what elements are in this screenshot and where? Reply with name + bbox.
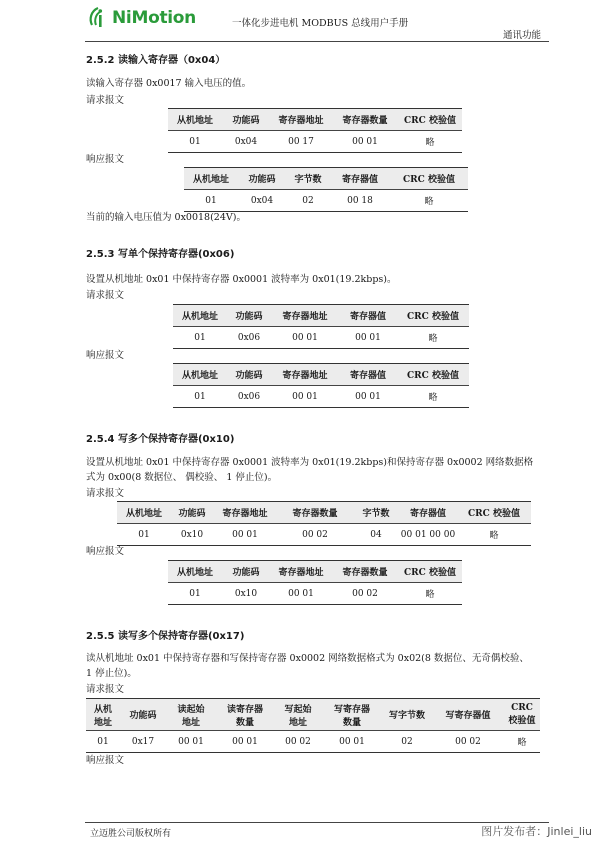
heading-2-5-5: 2.5.5 读写多个保持寄存器(0x17) <box>86 631 245 642</box>
table-header-cell: 从机地址 <box>173 305 227 327</box>
table-header-cell <box>166 699 216 731</box>
s253-response-label: 响应报文 <box>86 350 125 361</box>
header-line: 写字节数 <box>388 711 425 721</box>
table-cell: 略 <box>397 327 469 349</box>
header-line: 功能码 <box>129 711 157 721</box>
table-header-cell <box>382 699 432 731</box>
heading-2-5-2: 2.5.2 读输入寄存器（0x04） <box>86 55 226 66</box>
s252-response-label: 响应报文 <box>86 154 125 165</box>
table-cell: 01 <box>173 327 227 349</box>
table-header-row <box>184 168 468 190</box>
s255-request-table <box>86 698 540 753</box>
table-row <box>173 386 469 408</box>
s255-request-label: 请求报文 <box>86 684 125 695</box>
table-cell: 00 01 <box>339 327 397 349</box>
header-line: 数量 <box>342 717 361 728</box>
table-cell: 略 <box>398 131 462 153</box>
table-header-cell: 字节数 <box>353 502 399 524</box>
table-row <box>168 583 462 605</box>
table-cell: 略 <box>457 524 531 546</box>
table-header-cell: 功能码 <box>227 305 271 327</box>
s254-description-line2: 式为 0x00(8 数据位、 偶校验、 1 停止位)。 <box>86 472 278 483</box>
table-header-cell: 寄存器值 <box>399 502 457 524</box>
table-row <box>184 190 468 212</box>
footer-copyright: 立迈胜公司版权所有 <box>90 829 172 839</box>
table-row <box>173 327 469 349</box>
table-header-cell: 从机地址 <box>184 168 238 190</box>
table-header-cell: 功能码 <box>222 561 270 583</box>
nimotion-logo-icon <box>88 5 110 31</box>
table-header-cell: 寄存器地址 <box>271 305 339 327</box>
table-header-cell: CRC 校验值 <box>390 168 468 190</box>
header-line: 读起始 <box>177 704 205 715</box>
table-header-cell: 功能码 <box>227 364 271 386</box>
table-header-cell: 寄存器值 <box>339 305 397 327</box>
table-cell: 00 01 <box>166 731 216 753</box>
table-header-cell: 从机地址 <box>117 502 171 524</box>
s252-description: 读输入寄存器 0x0017 输入电压的值。 <box>86 78 252 89</box>
header-line: 从机 <box>93 704 112 715</box>
s255-description-line1: 读从机地址 0x01 中保持寄存器和写保持寄存器 0x0002 网络数据格式为 0x02(8 数据位、无奇偶校验、 <box>86 653 529 664</box>
table-cell: 00 01 <box>213 524 277 546</box>
table-header-cell <box>216 699 274 731</box>
table-header-cell <box>86 699 120 731</box>
s252-note: 当前的输入电压值为 0x0018(24V)。 <box>86 212 246 223</box>
table-header-row <box>168 561 462 583</box>
table-header-cell: 功能码 <box>222 109 270 131</box>
table-header-cell: 从机地址 <box>168 561 222 583</box>
table-header-cell <box>432 699 504 731</box>
table-header-row <box>117 502 531 524</box>
table-cell: 0x17 <box>120 731 166 753</box>
table-header-cell: CRC 校验值 <box>397 305 469 327</box>
table-cell: 00 01 <box>339 386 397 408</box>
table-row <box>86 731 540 753</box>
table-cell: 0x10 <box>222 583 270 605</box>
table-header-cell: 寄存器数量 <box>332 561 398 583</box>
section-label: 通讯功能 <box>503 30 542 41</box>
table-cell: 略 <box>397 386 469 408</box>
s253-response-table <box>173 363 469 408</box>
table-cell: 01 <box>117 524 171 546</box>
brand-name: NiMotion <box>112 8 196 28</box>
table-cell: 00 01 <box>271 327 339 349</box>
table-cell: 00 01 <box>322 731 382 753</box>
table-header-cell <box>504 699 540 731</box>
header-line: 地址 <box>288 717 307 728</box>
table-cell: 略 <box>398 583 462 605</box>
table-header-row <box>173 305 469 327</box>
table-cell: 02 <box>286 190 330 212</box>
table-row <box>168 131 462 153</box>
table-header-cell: CRC 校验值 <box>457 502 531 524</box>
table-cell: 00 02 <box>274 731 322 753</box>
table-cell: 00 01 <box>332 131 398 153</box>
s253-request-label: 请求报文 <box>86 290 125 301</box>
table-header-cell: 寄存器数量 <box>332 109 398 131</box>
table-header-cell <box>120 699 166 731</box>
header-line: 地址 <box>93 717 112 728</box>
s254-response-table <box>168 560 462 605</box>
table-header-cell: 功能码 <box>238 168 286 190</box>
table-header-cell: CRC 校验值 <box>397 364 469 386</box>
table-header-cell: CRC 校验值 <box>398 109 462 131</box>
table-cell: 02 <box>382 731 432 753</box>
header-line: 地址 <box>181 717 200 728</box>
table-cell: 00 02 <box>432 731 504 753</box>
table-cell: 00 01 <box>270 583 332 605</box>
header-divider <box>85 41 549 42</box>
table-header-cell: 从机地址 <box>173 364 227 386</box>
table-cell: 00 01 <box>271 386 339 408</box>
header-line: 读寄存器 <box>226 704 263 715</box>
table-header-cell: 寄存器数量 <box>277 502 353 524</box>
table-header-cell: 寄存器地址 <box>270 561 332 583</box>
header-line: 校验值 <box>508 716 536 726</box>
header-line: CRC <box>511 703 533 713</box>
table-cell: 04 <box>353 524 399 546</box>
table-cell: 00 02 <box>277 524 353 546</box>
header-line: 写寄存器 <box>333 704 370 715</box>
table-cell: 00 01 00 00 <box>399 524 457 546</box>
table-cell: 0x06 <box>227 386 271 408</box>
table-cell: 01 <box>168 131 222 153</box>
table-cell: 01 <box>86 731 120 753</box>
table-header-cell: 寄存器值 <box>330 168 390 190</box>
table-header-cell: 字节数 <box>286 168 330 190</box>
table-cell: 01 <box>173 386 227 408</box>
table-cell: 0x04 <box>238 190 286 212</box>
header-line: 写起始 <box>284 704 312 715</box>
s253-description: 设置从机地址 0x01 中保持寄存器 0x0001 波特率为 0x01(19.2kbps)。 <box>86 274 397 285</box>
table-header-row <box>173 364 469 386</box>
s252-request-label: 请求报文 <box>86 95 125 106</box>
table-cell: 0x04 <box>222 131 270 153</box>
document-title: 一体化步进电机 MODBUS 总线用户手册 <box>232 18 409 29</box>
table-cell: 0x10 <box>171 524 213 546</box>
table-row <box>117 524 531 546</box>
table-cell: 00 17 <box>270 131 332 153</box>
watermark: 图片发布者：Jinlei_liu <box>481 825 592 838</box>
table-header-cell: 寄存器地址 <box>213 502 277 524</box>
table-header-cell <box>274 699 322 731</box>
table-cell: 0x06 <box>227 327 271 349</box>
s252-response-table <box>184 167 468 212</box>
s254-request-table <box>117 501 531 546</box>
table-header-row <box>86 699 540 731</box>
s252-request-table <box>168 108 462 153</box>
table-cell: 略 <box>504 731 540 753</box>
header-line: 数量 <box>235 717 254 728</box>
table-header-cell: 寄存器地址 <box>270 109 332 131</box>
table-header-cell: 从机地址 <box>168 109 222 131</box>
table-header-cell: 功能码 <box>171 502 213 524</box>
s254-description-line1: 设置从机地址 0x01 中保持寄存器 0x0001 波特率为 0x01(19.2kbps)和保持寄存器 0x0002 网络数据格 <box>86 457 534 468</box>
table-cell: 00 18 <box>330 190 390 212</box>
header-line: 写寄存器值 <box>445 711 491 721</box>
s255-description-line2: 1 停止位)。 <box>86 668 137 679</box>
table-header-cell <box>322 699 382 731</box>
table-cell: 01 <box>184 190 238 212</box>
table-cell: 略 <box>390 190 468 212</box>
heading-2-5-3: 2.5.3 写单个保持寄存器(0x06) <box>86 249 235 260</box>
table-cell: 00 02 <box>332 583 398 605</box>
table-header-row <box>168 109 462 131</box>
table-header-cell: 寄存器地址 <box>271 364 339 386</box>
table-cell: 00 01 <box>216 731 274 753</box>
s253-request-table <box>173 304 469 349</box>
brand-logo <box>88 3 196 33</box>
heading-2-5-4: 2.5.4 写多个保持寄存器(0x10) <box>86 434 235 445</box>
s255-response-label: 响应报文 <box>86 755 125 766</box>
table-header-cell: 寄存器值 <box>339 364 397 386</box>
s254-request-label: 请求报文 <box>86 488 125 499</box>
table-header-cell: CRC 校验值 <box>398 561 462 583</box>
footer-divider <box>85 822 549 823</box>
table-cell: 01 <box>168 583 222 605</box>
s254-response-label: 响应报文 <box>86 546 125 557</box>
